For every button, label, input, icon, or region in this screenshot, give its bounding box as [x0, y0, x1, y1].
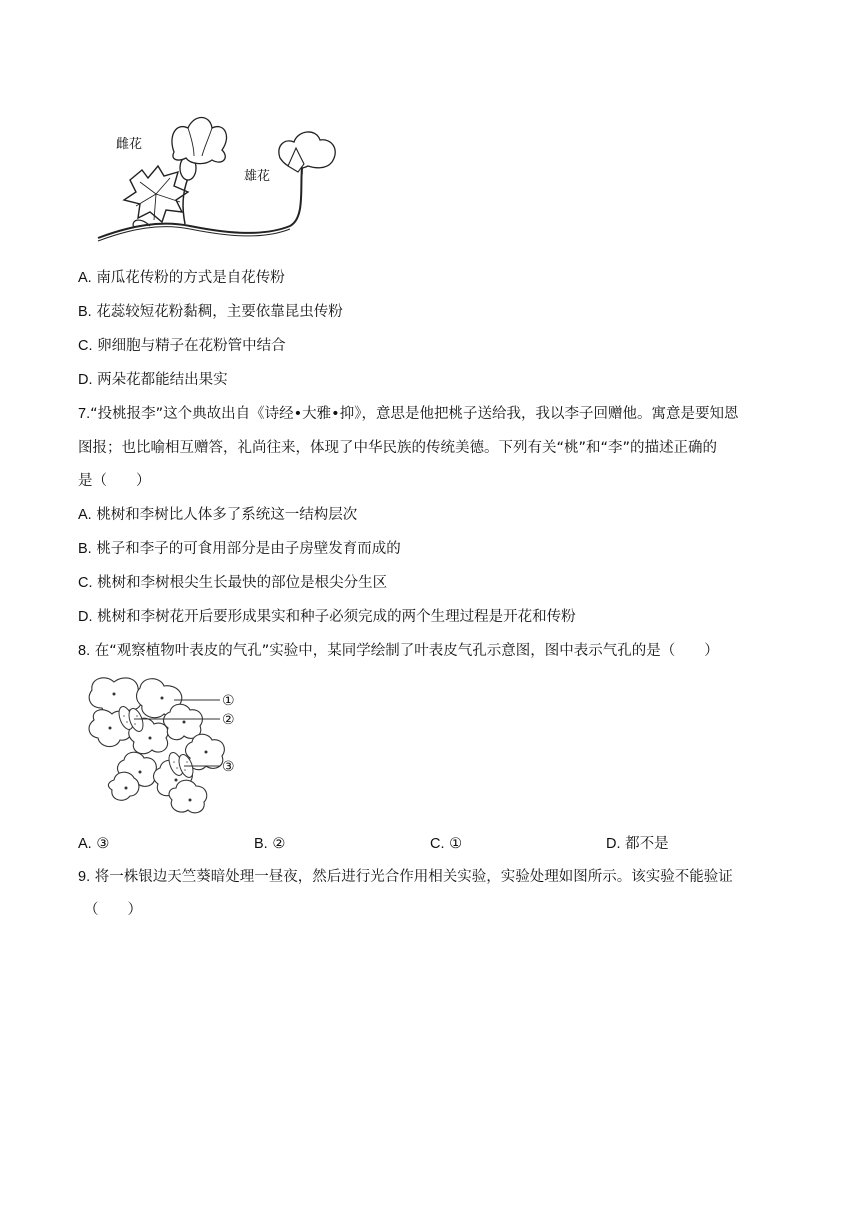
question-text: （ ）: [84, 902, 142, 918]
q7-stem-line-3: [78, 471, 151, 491]
question-text: 在“观察植物叶表皮的气孔”实验中，某同学绘制了叶表皮气孔示意图，图中表示气孔的是（ ）: [94, 643, 719, 659]
q7-option-c: [78, 573, 387, 593]
question-text: “投桃报李”这个典故出自《诗经•大雅•抑》，意思是他把桃子送给我，我以李子回赠他。寓意是要知恩: [90, 406, 739, 422]
q7-option-b: [78, 539, 401, 559]
option-label: C.: [430, 836, 445, 852]
option-label: B.: [78, 541, 92, 557]
q7-stem-line-2: [78, 438, 717, 458]
option-text: 桃子和李子的可食用部分是由子房壁发育而成的: [96, 541, 401, 557]
q7-stem-line-1: [78, 404, 738, 424]
female-flower-label: 雌花: [116, 137, 143, 152]
q9-stem-line-1: [78, 867, 733, 887]
q8-option-d: [606, 834, 669, 854]
q8-option-c: [430, 834, 462, 854]
option-label: D.: [78, 372, 93, 388]
option-label: A.: [78, 270, 92, 286]
label-3: ③: [222, 759, 235, 775]
option-text: 桃树和李树根尖生长最快的部位是根尖分生区: [97, 575, 388, 591]
pumpkin-flower-figure: [90, 108, 360, 248]
q7-option-d: [78, 607, 576, 627]
male-flower-label: 雄花: [244, 169, 271, 184]
question-text: 图报；也比喻相互赠答，礼尚往来，体现了中华民族的传统美德。下列有关“桃”和“李”的描述正确的: [78, 440, 718, 456]
option-text: 卵细胞与精子在花粉管中结合: [97, 338, 286, 354]
option-label: A.: [78, 836, 92, 852]
option-label: C.: [78, 575, 93, 591]
option-text: ①: [449, 836, 463, 852]
leaf-epidermis-figure: [84, 672, 254, 818]
question-number: 7.: [78, 406, 91, 422]
option-text: 花蕊较短花粉黏稠，主要依靠昆虫传粉: [96, 304, 343, 320]
q8-stem: [78, 641, 719, 661]
q9-stem-line-2: [84, 900, 142, 920]
q8-option-a: [78, 834, 109, 854]
option-label: D.: [606, 836, 621, 852]
option-label: B.: [78, 304, 92, 320]
q8-option-b: [254, 834, 285, 854]
q6-option-d: [78, 370, 228, 390]
option-text: ②: [272, 836, 286, 852]
option-label: D.: [78, 609, 93, 625]
question-text: 是（ ）: [78, 473, 151, 489]
option-label: B.: [254, 836, 268, 852]
question-number: 8.: [78, 643, 91, 659]
q6-option-a: [78, 268, 285, 288]
question-number: 9.: [78, 869, 91, 885]
option-text: ③: [96, 836, 110, 852]
q6-option-c: [78, 336, 286, 356]
option-text: 桃树和李树比人体多了系统这一结构层次: [96, 507, 358, 523]
option-text: 南瓜花传粉的方式是自花传粉: [96, 270, 285, 286]
option-text: 两朵花都能结出果实: [97, 372, 228, 388]
option-text: 都不是: [625, 836, 669, 852]
question-text: 将一株银边天竺葵暗处理一昼夜，然后进行光合作用相关实验，实验处理如图所示。该实验不能验证: [94, 869, 733, 885]
option-text: 桃树和李树花开后要形成果实和种子必须完成的两个生理过程是开花和传粉: [97, 609, 576, 625]
option-label: A.: [78, 507, 92, 523]
q7-option-a: [78, 505, 357, 525]
label-1: ①: [222, 693, 235, 709]
q6-option-b: [78, 302, 343, 322]
option-label: C.: [78, 338, 93, 354]
label-2: ②: [222, 712, 235, 728]
